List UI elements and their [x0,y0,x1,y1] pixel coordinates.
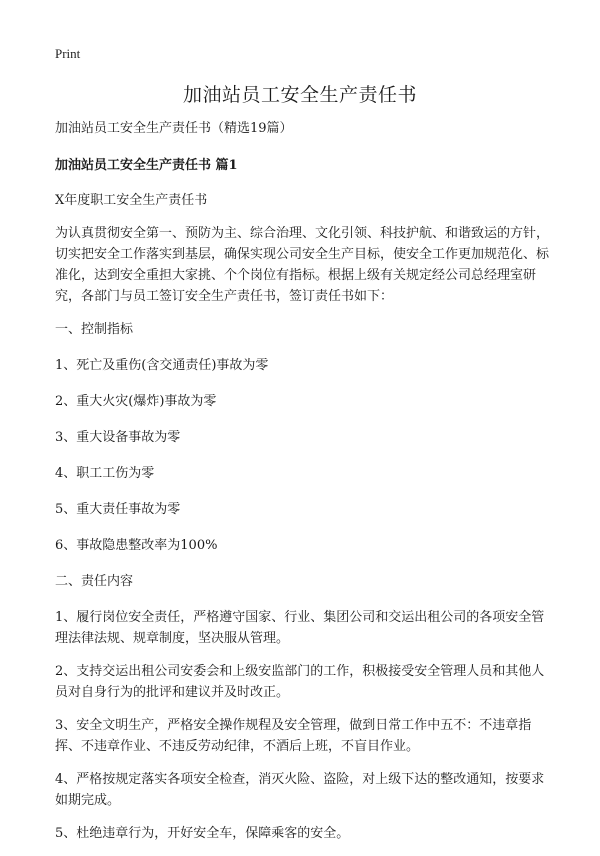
part1-heading: 一、控制指标 [55,322,134,337]
section-heading: 加油站员工安全生产责任书 篇1 [55,158,238,173]
duty-item: 1、履行岗位安全责任，严格遵守国家、行业、集团公司和交运出租公司的各项安全管理法律法规、规章制度，坚决服从管理。 [55,610,545,646]
duty-item: 3、安全文明生产，严格安全操作规程及安全管理，做到日常工作中五不：不违章指挥、不违章作业、不违反劳动纪律，不酒后上班，不盲目作业。 [55,718,532,754]
document-body [55,118,555,856]
print-link[interactable]: Print [55,46,81,61]
year-line: X年度职工安全生产责任书 [55,193,208,208]
part2-heading: 二、责任内容 [55,574,134,589]
duty-item: 2、支持交运出租公司安委会和上级安监部门的工作，积极接受安全管理人员和其他人员对自身行为的批评和建议并及时改正。 [55,664,545,700]
document-subtitle: 加油站员工安全生产责任书（精选19篇） [55,121,293,136]
indicator-item: 2、重大火灾(爆炸)事故为零 [55,394,217,409]
intro-paragraph: 为认真贯彻安全第一、预防为主、综合治理、文化引领、科技护航、和谐致运的方针，切实把安全工作落实到基层，确保实现公司安全生产目标，使安全工作更加规范化、标准化，达到安全重担大家挑、个个岗位有指标。根据上级有关规定经公司总经理室研究，各部门与员工签订安全生产责任书，签订责任书如下： [55,226,550,304]
indicator-item: 1、死亡及重伤(含交通责任)事故为零 [55,358,269,373]
indicator-item: 3、重大设备事故为零 [55,430,181,445]
document-title: 加油站员工安全生产责任书 [182,84,417,106]
indicator-item: 4、职工工伤为零 [55,466,155,481]
duty-item: 5、杜绝违章行为，开好安全车，保障乘客的安全。 [55,826,350,841]
duty-item: 4、严格按规定落实各项安全检查，消灭火险、盗险，对上级下达的整改通知，按要求如期完成。 [55,772,545,808]
indicator-item: 6、事故隐患整改率为100% [55,538,218,553]
indicator-item: 5、重大责任事故为零 [55,502,181,517]
